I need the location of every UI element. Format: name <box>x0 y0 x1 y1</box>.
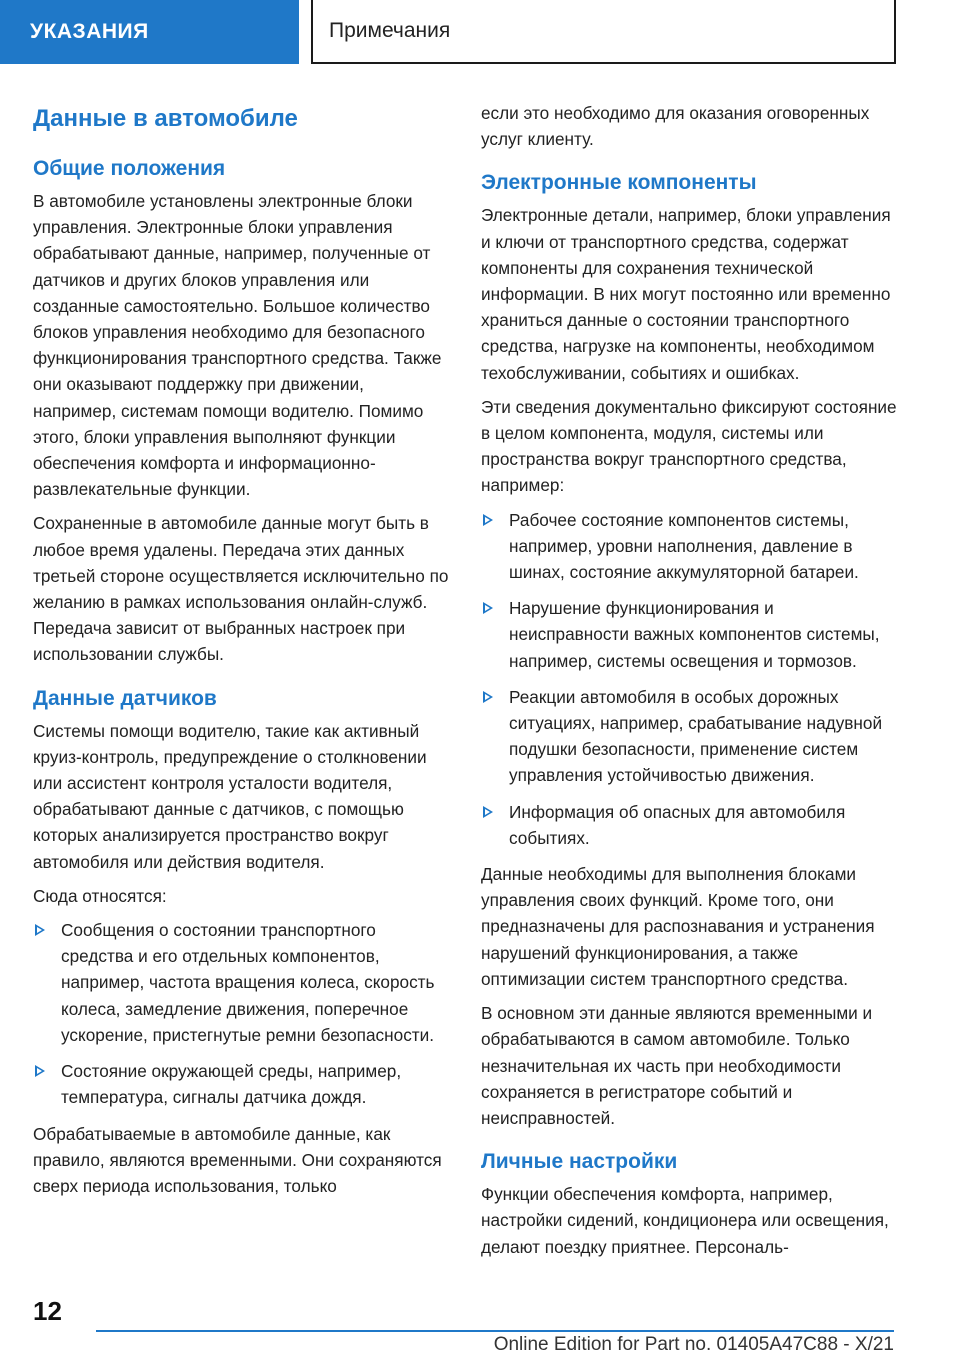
left-column <box>33 100 449 1207</box>
heading-sensors: Данные датчиков <box>33 686 217 710</box>
list-item-text: Реакции автомобиля в особых дорожных ситуациях, например, срабатывание надувной подушки безопасности, применение систем управления устойчивостью движения. <box>509 686 883 786</box>
edition-footer: Online Edition for Part no. 01405A47C88 - X/21 <box>493 1334 894 1355</box>
list-item-text: Информация об опасных для автомобиля событиях. <box>509 801 846 848</box>
list-item <box>481 684 897 789</box>
subsection-title: Примечания <box>311 0 896 64</box>
heading-personal: Личные настройки <box>481 1150 678 1174</box>
triangle-bullet-icon <box>35 924 45 936</box>
triangle-bullet-icon <box>35 1065 45 1077</box>
list-item-text: Нарушение функционирования и неисправности важных компонентов системы, например, системы освещения и тормозов. <box>509 598 880 671</box>
sensor-list <box>33 917 449 1110</box>
list-item-text: Рабочее состояние компонентов системы, например, уровни наполнения, давление в шинах, состояние аккумуляторной батареи. <box>509 509 859 583</box>
list-item-text: Состояние окружающей среды, например, температура, сигналы датчика дождя. <box>61 1061 402 1108</box>
triangle-bullet-icon <box>483 806 493 818</box>
list-item <box>481 799 897 851</box>
list-item <box>33 1058 449 1110</box>
section-tab: УКАЗАНИЯ <box>0 0 299 64</box>
right-column <box>481 100 897 1268</box>
triangle-bullet-icon <box>483 691 493 703</box>
heading-components: Электронные компоненты <box>481 171 757 195</box>
paragraph: Сохраненные в автомобиле данные могут быть в любое время удалены. Передача этих данных третьей стороне осуществляется исключительно по желанию в рамках использования онлайн-служб. Передача зависит от выбранных настроек при использовании службы. <box>33 513 449 665</box>
paragraph: Электронные детали, например, блоки управления и ключи от транспортного средства, содержат компоненты для сохранения технической информации. В них могут постоянно или временно храниться данные о состоянии транспортного средства, нагрузке на компоненты, необходимом техобслуживании, событиях и ошибках. <box>481 205 891 383</box>
triangle-bullet-icon <box>483 602 493 614</box>
paragraph: В автомобиле установлены электронные блоки управления. Электронные блоки управления обрабатывают данные, например, полученные от датчиков и других блоков управления или созданные самостоятельно. Большое количество блоков управления необходимо для безопасного функционирования транспортного средства. Также они оказывают поддержку при движении, например, системам помощи водителю. Помимо этого, блоки управления выполняют функции обеспечения комфорта и информационно-развлекательные функции. <box>33 191 442 500</box>
paragraph: если это необходимо для оказания оговоренных услуг клиенту. <box>481 103 870 150</box>
list-item-text: Сообщения о состоянии транспортного средства и его отдельных компонентов, например, частота вращения колеса, скорость колеса, замедление движения, поперечное ускорение, пристегнутые ремни безопасности. <box>61 920 435 1045</box>
triangle-bullet-icon <box>483 514 493 526</box>
list-item <box>33 917 449 1048</box>
paragraph: Данные необходимы для выполнения блоками управления своих функций. Кроме того, они предназначены для распознавания и устранения нарушений функционирования, а также оптимизации систем транспортного средства. <box>481 864 875 989</box>
page-title: Данные в автомобиле <box>33 105 298 132</box>
paragraph: Системы помощи водителю, такие как активный круиз-контроль, предупреждение о столкновении или ассистент контроля усталости водителя, обрабатывают данные с датчиков, с помощью которых анализируется пространство вокруг автомобиля или действия водителя. <box>33 720 427 872</box>
list-item <box>481 595 897 674</box>
page-number: 12 <box>33 1296 62 1326</box>
list-item <box>481 507 897 586</box>
components-list <box>481 507 897 851</box>
paragraph: Функции обеспечения комфорта, например, настройки сидений, кондиционера или освещения, делают поездку приятнее. Персональ- <box>481 1184 889 1257</box>
paragraph: Сюда относятся: <box>33 885 167 906</box>
paragraph: Обрабатываемые в автомобиле данные, как правило, являются временными. Они сохраняются сверх периода использования, только <box>33 1123 442 1196</box>
paragraph: Эти сведения документально фиксируют состояние в целом компонента, модуля, системы или пространства вокруг транспортного средства, например: <box>481 396 897 496</box>
footer-divider <box>96 1330 894 1332</box>
heading-general: Общие положения <box>33 157 226 180</box>
paragraph: В основном эти данные являются временными и обрабатываются в самом автомобиле. Только незначительная их часть при необходимости сохраняется в регистраторе событий и неисправностей. <box>481 1003 873 1128</box>
